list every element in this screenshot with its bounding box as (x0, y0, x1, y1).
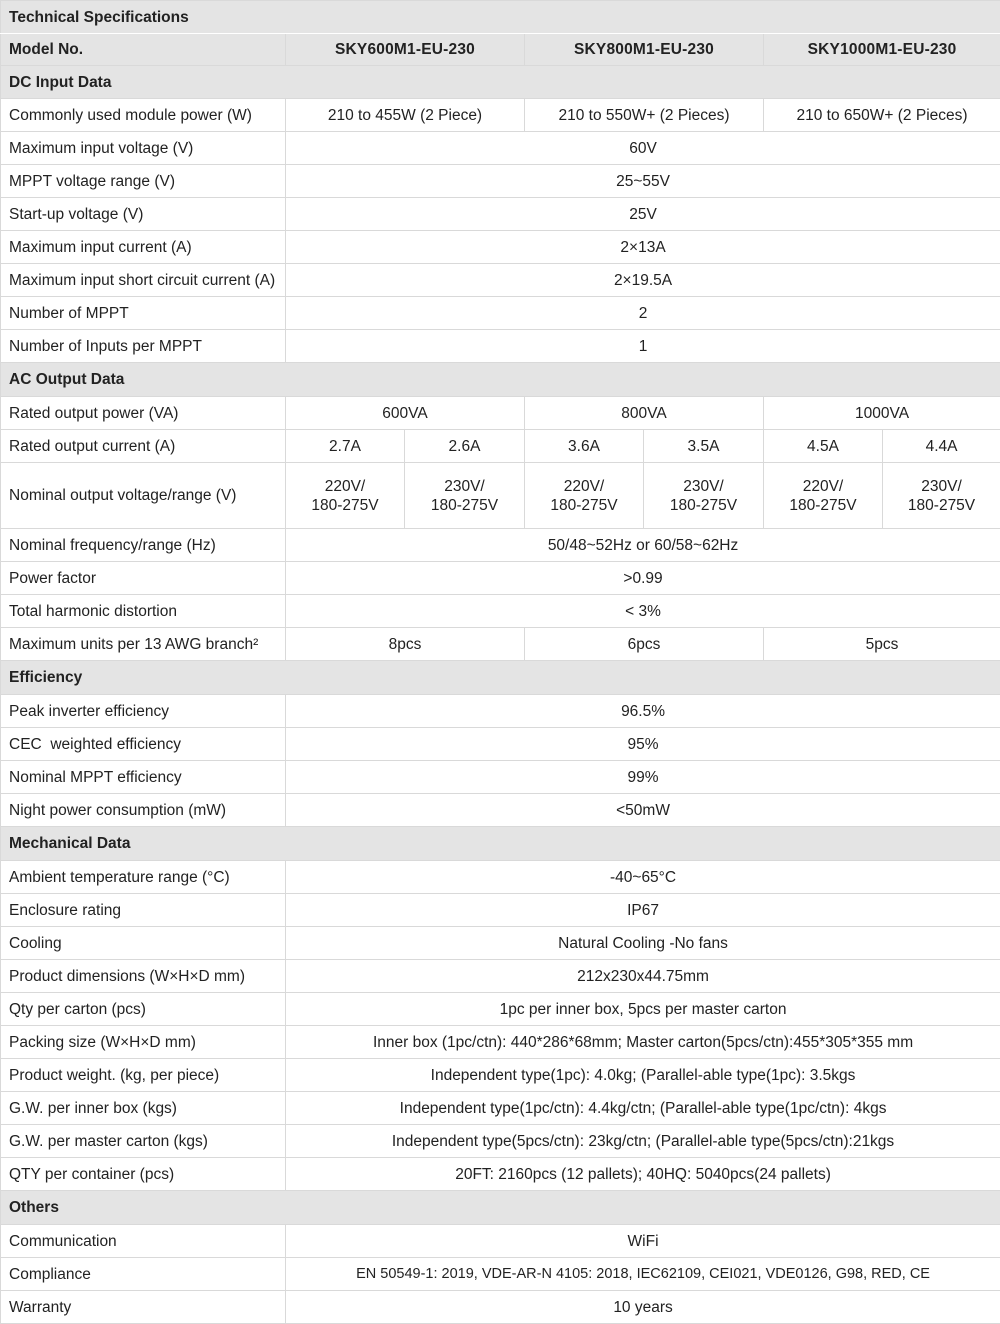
row-label: Compliance (1, 1258, 286, 1291)
row-value: 8pcs (286, 628, 525, 661)
row-label: Nominal output voltage/range (V) (1, 463, 286, 529)
table-row (1, 927, 1000, 960)
row-value: 10 years (286, 1291, 1000, 1324)
voltage-range: 180-275V (525, 496, 643, 515)
row-label: CEC weighted efficiency (1, 728, 286, 761)
row-value: -40~65°C (286, 861, 1000, 894)
row-value: 212x230x44.75mm (286, 960, 1000, 993)
row-value: 6pcs (525, 628, 764, 661)
title-row (1, 1, 1000, 34)
row-value (764, 463, 883, 529)
row-label: Maximum input current (A) (1, 231, 286, 264)
table-row (1, 761, 1000, 794)
voltage-nominal: 220V/ (525, 477, 643, 496)
row-value: Independent type(5pcs/ctn): 23kg/ctn; (Parallel-able type(5pcs/ctn):21kgs (286, 1125, 1000, 1158)
table-row (1, 562, 1000, 595)
table-row (1, 993, 1000, 1026)
table-row (1, 695, 1000, 728)
row-value: <50mW (286, 794, 1000, 827)
row-label: Rated output power (VA) (1, 397, 286, 430)
table-row (1, 297, 1000, 330)
voltage-range: 180-275V (764, 496, 882, 515)
row-value: >0.99 (286, 562, 1000, 595)
table-row (1, 1059, 1000, 1092)
row-label: Cooling (1, 927, 286, 960)
table-row (1, 861, 1000, 894)
row-value: 2.6A (405, 430, 525, 463)
section-ac (1, 363, 1000, 397)
row-value: EN 50549-1: 2019, VDE-AR-N 4105: 2018, IEC62109, CEI021, VDE0126, G98, RED, CE (286, 1258, 1000, 1291)
row-value: 96.5% (286, 695, 1000, 728)
table-row (1, 595, 1000, 628)
row-label: Total harmonic distortion (1, 595, 286, 628)
model-600: SKY600M1-EU-230 (286, 34, 525, 66)
model-1000: SKY1000M1-EU-230 (764, 34, 1000, 66)
row-value: 50/48~52Hz or 60/58~62Hz (286, 529, 1000, 562)
row-value (405, 463, 525, 529)
section-efficiency (1, 661, 1000, 695)
table-row (1, 463, 1000, 529)
row-value: 2×19.5A (286, 264, 1000, 297)
row-label: Nominal frequency/range (Hz) (1, 529, 286, 562)
row-label: Maximum units per 13 AWG branch² (1, 628, 286, 661)
row-value: Independent type(1pc): 4.0kg; (Parallel-able type(1pc): 3.5kgs (286, 1059, 1000, 1092)
row-value: 600VA (286, 397, 525, 430)
row-label: Nominal MPPT efficiency (1, 761, 286, 794)
table-row (1, 430, 1000, 463)
row-label: Warranty (1, 1291, 286, 1324)
page-title: Technical Specifications (1, 1, 1000, 34)
table-row (1, 794, 1000, 827)
row-value: WiFi (286, 1225, 1000, 1258)
row-label: Maximum input voltage (V) (1, 132, 286, 165)
voltage-nominal: 230V/ (644, 477, 763, 496)
table-row (1, 529, 1000, 562)
row-label: Maximum input short circuit current (A) (1, 264, 286, 297)
row-label: Packing size (W×H×D mm) (1, 1026, 286, 1059)
row-label: Peak inverter efficiency (1, 695, 286, 728)
row-value: 800VA (525, 397, 764, 430)
row-value: 99% (286, 761, 1000, 794)
section-others (1, 1191, 1000, 1225)
row-value: 210 to 550W+ (2 Pieces) (525, 99, 764, 132)
table-row (1, 1092, 1000, 1125)
row-value: 210 to 650W+ (2 Pieces) (764, 99, 1000, 132)
row-value (286, 463, 405, 529)
row-value: 25V (286, 198, 1000, 231)
row-value: Independent type(1pc/ctn): 4.4kg/ctn; (Parallel-able type(1pc/ctn): 4kgs (286, 1092, 1000, 1125)
row-label: Number of MPPT (1, 297, 286, 330)
row-value: 25~55V (286, 165, 1000, 198)
voltage-range: 180-275V (405, 496, 524, 515)
table-row (1, 728, 1000, 761)
row-label: Rated output current (A) (1, 430, 286, 463)
row-value: 1pc per inner box, 5pcs per master carton (286, 993, 1000, 1026)
row-label: Product dimensions (W×H×D mm) (1, 960, 286, 993)
model-row (1, 34, 1000, 66)
table-row (1, 99, 1000, 132)
table-row (1, 198, 1000, 231)
table-row (1, 960, 1000, 993)
section-heading-mechanical: Mechanical Data (1, 827, 1000, 861)
row-label: Start-up voltage (V) (1, 198, 286, 231)
row-value: 4.4A (883, 430, 1000, 463)
model-label: Model No. (1, 34, 286, 66)
row-value: 210 to 455W (2 Piece) (286, 99, 525, 132)
table-row (1, 132, 1000, 165)
table-row (1, 1125, 1000, 1158)
row-value: 3.5A (644, 430, 764, 463)
row-value: Natural Cooling -No fans (286, 927, 1000, 960)
table-row (1, 1026, 1000, 1059)
section-heading-dc: DC Input Data (1, 66, 1000, 99)
row-value: 60V (286, 132, 1000, 165)
row-value: IP67 (286, 894, 1000, 927)
table-row (1, 264, 1000, 297)
row-label: G.W. per master carton (kgs) (1, 1125, 286, 1158)
row-label: G.W. per inner box (kgs) (1, 1092, 286, 1125)
row-value: 5pcs (764, 628, 1000, 661)
row-value (644, 463, 764, 529)
row-label: Enclosure rating (1, 894, 286, 927)
table-row (1, 1258, 1000, 1291)
row-value: 3.6A (525, 430, 644, 463)
row-label: Communication (1, 1225, 286, 1258)
section-heading-efficiency: Efficiency (1, 661, 1000, 695)
row-label: Commonly used module power (W) (1, 99, 286, 132)
voltage-nominal: 230V/ (405, 477, 524, 496)
row-value (525, 463, 644, 529)
table-row (1, 1225, 1000, 1258)
table-row (1, 330, 1000, 363)
table-row (1, 894, 1000, 927)
section-heading-ac: AC Output Data (1, 363, 1000, 397)
row-value: 2 (286, 297, 1000, 330)
voltage-nominal: 220V/ (764, 477, 882, 496)
row-label: Qty per carton (pcs) (1, 993, 286, 1026)
table-row (1, 628, 1000, 661)
section-heading-others: Others (1, 1191, 1000, 1225)
row-value: 1 (286, 330, 1000, 363)
row-value: 1000VA (764, 397, 1000, 430)
row-value: < 3% (286, 595, 1000, 628)
row-value: 2×13A (286, 231, 1000, 264)
voltage-range: 180-275V (883, 496, 1000, 515)
table-row (1, 1291, 1000, 1324)
row-label: Product weight. (kg, per piece) (1, 1059, 286, 1092)
table-row (1, 165, 1000, 198)
row-value: Inner box (1pc/ctn): 440*286*68mm; Master carton(5pcs/ctn):455*305*355 mm (286, 1026, 1000, 1059)
row-label: Number of Inputs per MPPT (1, 330, 286, 363)
table-row (1, 397, 1000, 430)
section-dc (1, 66, 1000, 99)
row-label: Ambient temperature range (°C) (1, 861, 286, 894)
row-label: Night power consumption (mW) (1, 794, 286, 827)
row-label: QTY per container (pcs) (1, 1158, 286, 1191)
row-value: 2.7A (286, 430, 405, 463)
row-label: MPPT voltage range (V) (1, 165, 286, 198)
row-value: 20FT: 2160pcs (12 pallets); 40HQ: 5040pcs(24 pallets) (286, 1158, 1000, 1191)
section-mechanical (1, 827, 1000, 861)
voltage-range: 180-275V (644, 496, 763, 515)
table-row (1, 231, 1000, 264)
voltage-range: 180-275V (286, 496, 404, 515)
row-label: Power factor (1, 562, 286, 595)
voltage-nominal: 220V/ (286, 477, 404, 496)
voltage-nominal: 230V/ (883, 477, 1000, 496)
row-value: 95% (286, 728, 1000, 761)
row-value (883, 463, 1000, 529)
row-value: 4.5A (764, 430, 883, 463)
table-row (1, 1158, 1000, 1191)
model-800: SKY800M1-EU-230 (525, 34, 764, 66)
